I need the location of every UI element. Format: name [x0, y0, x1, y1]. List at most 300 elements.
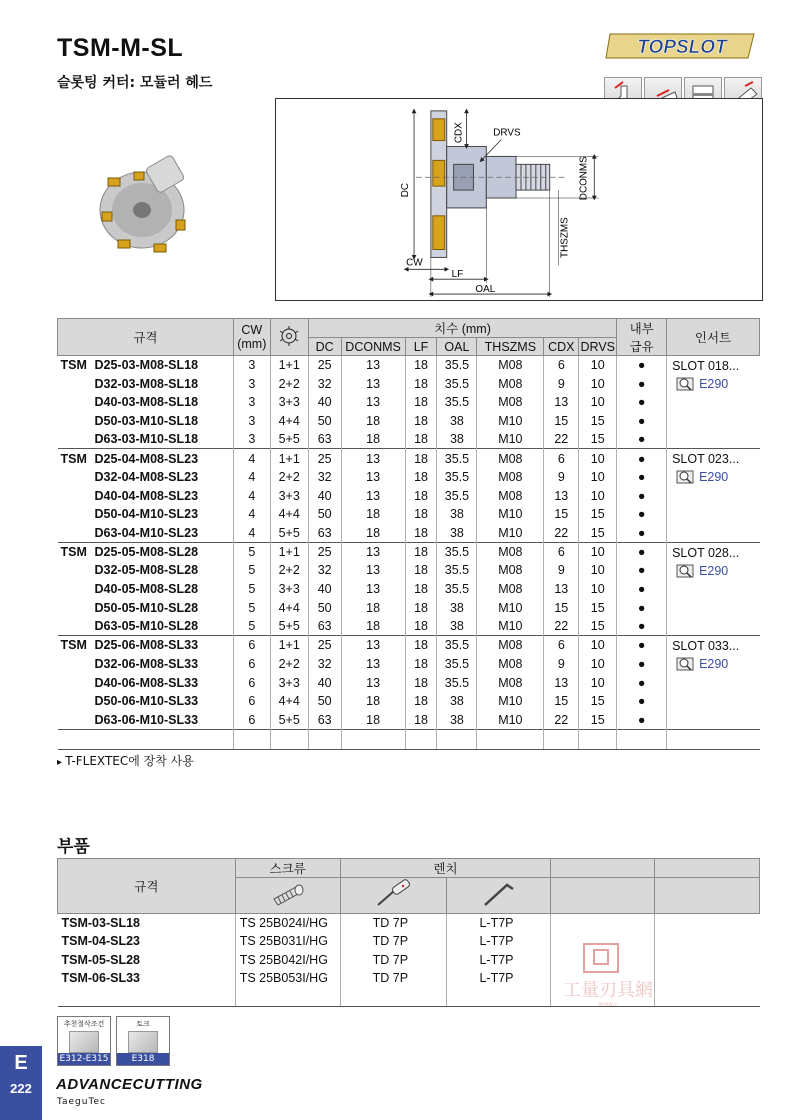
lf-cell: 18 [405, 561, 437, 580]
drvs-cell: 15 [579, 524, 617, 543]
dim-col-header: DRVS [580, 339, 616, 354]
oal-cell: 35.5 [437, 636, 477, 655]
oal-cell: 38 [437, 617, 477, 636]
dim-col-header: CDX [544, 338, 579, 356]
spec-cell: D63-05-M10-SL28 [58, 617, 234, 636]
oal-cell: 35.5 [437, 468, 477, 487]
cool-cell: ● [617, 598, 667, 617]
cw-cell: 3 [233, 393, 270, 412]
insert-cell: SLOT 028... E290 [667, 542, 760, 635]
cw-cell: 4 [233, 468, 270, 487]
dc-cell: 40 [308, 486, 341, 505]
cdx-cell: 13 [544, 673, 579, 692]
z-cell: 3+3 [270, 673, 308, 692]
spec-cell: TSM D25-03-M08-SL18 [58, 356, 234, 375]
table-row [58, 692, 760, 711]
cdx-cell: 15 [544, 692, 579, 711]
watermark-logo [540, 940, 680, 1010]
oal-cell: 38 [437, 505, 477, 524]
cw-cell: 3 [233, 356, 270, 375]
cw-cell: 5 [233, 617, 270, 636]
table-row [58, 374, 760, 393]
cw-cell: 5 [233, 561, 270, 580]
lf-cell: 18 [405, 449, 437, 468]
table-row [58, 580, 760, 599]
drvs-cell: 15 [579, 711, 617, 730]
oal-cell: 35.5 [437, 486, 477, 505]
spec-cell: D40-05-M08-SL28 [58, 580, 234, 599]
lf-cell: 18 [405, 655, 437, 674]
dc-cell: 40 [308, 673, 341, 692]
cool-cell: ● [617, 412, 667, 431]
oal-cell: 35.5 [437, 356, 477, 375]
dim-col-header: OAL [437, 338, 477, 356]
cool-cell: ● [617, 505, 667, 524]
spec-cell: TSM D25-04-M08-SL23 [58, 449, 234, 468]
table-row [58, 636, 760, 655]
lf-cell: 18 [405, 412, 437, 431]
table-row [58, 598, 760, 617]
lf-cell: 18 [405, 542, 437, 561]
oal-cell: 38 [437, 412, 477, 431]
cool-cell: ● [617, 692, 667, 711]
mounting-note: ▸ T-FLEXTEC에 장착 사용 [57, 752, 194, 769]
l-key-icon [447, 878, 551, 914]
lf-cell: 18 [405, 374, 437, 393]
drvs-cell: 10 [579, 449, 617, 468]
screw-cell: TS 25B024I/HG [235, 914, 340, 933]
drvs-cell: 10 [579, 393, 617, 412]
dc-cell: 50 [308, 692, 341, 711]
dc-cell: 40 [308, 393, 341, 412]
cool-cell: ● [617, 393, 667, 412]
t-driver-icon [340, 878, 447, 914]
dc-cell: 63 [308, 711, 341, 730]
insert-ref-link[interactable]: E290 [676, 656, 759, 672]
cool-cell: ● [617, 673, 667, 692]
oal-cell: 38 [437, 692, 477, 711]
z-cell: 4+4 [270, 505, 308, 524]
cool-cell: ● [617, 524, 667, 543]
dims-header: 치수 (mm) [308, 319, 617, 338]
table-row [58, 486, 760, 505]
torque-badge[interactable]: 토크 E318 [116, 1016, 170, 1066]
table-row [58, 430, 760, 449]
cutting-conditions-badge[interactable]: 추천절삭조건 E312-E315 [57, 1016, 111, 1066]
z-cell: 5+5 [270, 711, 308, 730]
thszms-cell: M10 [477, 524, 544, 543]
cool-cell: ● [617, 449, 667, 468]
spec-cell: D32-03-M08-SL18 [58, 374, 234, 393]
drvs-cell: 15 [579, 412, 617, 431]
spec-header: 규격 [58, 319, 234, 356]
cw-cell: 5 [233, 580, 270, 599]
z-cell: 2+2 [270, 561, 308, 580]
table-row [58, 524, 760, 543]
thszms-cell: M10 [477, 692, 544, 711]
w1-cell: TD 7P [340, 932, 447, 951]
drvs-cell: 10 [579, 468, 617, 487]
z-cell: 3+3 [270, 393, 308, 412]
dc-cell: 50 [308, 412, 341, 431]
logo-text: TOPSLOT [637, 37, 727, 58]
lf-cell: 18 [405, 505, 437, 524]
thszms-cell: M08 [477, 636, 544, 655]
drvs-cell: 15 [579, 692, 617, 711]
lf-cell: 18 [405, 692, 437, 711]
cool-cell: ● [617, 430, 667, 449]
lf-cell: 18 [405, 524, 437, 543]
cool-cell: ● [617, 655, 667, 674]
drvs-cell: 15 [579, 617, 617, 636]
spec-cell: D32-06-M08-SL33 [58, 655, 234, 674]
drvs-cell: 15 [579, 598, 617, 617]
w2-cell: L-T7P [447, 969, 551, 988]
cool-cell: ● [617, 374, 667, 393]
dc-cell: 32 [308, 655, 341, 674]
z-cell: 3+3 [270, 486, 308, 505]
thszms-cell: M08 [477, 449, 544, 468]
cool-cell: ● [617, 542, 667, 561]
thszms-cell: M08 [477, 580, 544, 599]
z-cell: 4+4 [270, 598, 308, 617]
cdx-cell: 9 [544, 561, 579, 580]
cw-cell: 4 [233, 524, 270, 543]
dconms-cell: 18 [341, 617, 405, 636]
cw-cell: 4 [233, 505, 270, 524]
z-cell: 4+4 [270, 692, 308, 711]
cdx-cell: 9 [544, 468, 579, 487]
cw-cell: 4 [233, 486, 270, 505]
magnifier-book-icon [676, 656, 696, 672]
w2-cell: L-T7P [447, 914, 551, 933]
z-cell: 2+2 [270, 655, 308, 674]
oal-cell: 35.5 [437, 449, 477, 468]
cool-cell: ● [617, 711, 667, 730]
spec-cell: TSM-06-SL33 [58, 969, 236, 988]
thszms-cell: M10 [477, 711, 544, 730]
dconms-cell: 13 [341, 561, 405, 580]
dc-cell: 32 [308, 561, 341, 580]
dconms-cell: 13 [341, 468, 405, 487]
lf-label: LF [451, 269, 464, 281]
cdx-cell: 22 [544, 524, 579, 543]
dconms-cell: 13 [341, 374, 405, 393]
z-cell: 2+2 [270, 374, 308, 393]
cdx-cell: 13 [544, 486, 579, 505]
table-row [58, 393, 760, 412]
empty-row [58, 729, 760, 749]
oal-cell: 38 [437, 430, 477, 449]
page-title: TSM-M-SL [57, 34, 184, 62]
spec-cell: D40-04-M08-SL23 [58, 486, 234, 505]
lf-cell: 18 [405, 598, 437, 617]
spec-cell: D63-04-M10-SL23 [58, 524, 234, 543]
spec-cell: TSM D25-06-M08-SL33 [58, 636, 234, 655]
oal-cell: 35.5 [437, 561, 477, 580]
dc-cell: 25 [308, 636, 341, 655]
book-icon [69, 1031, 99, 1053]
drvs-cell: 10 [579, 561, 617, 580]
thszms-cell: M08 [477, 673, 544, 692]
z-cell: 5+5 [270, 524, 308, 543]
spec-cell: D40-06-M08-SL33 [58, 673, 234, 692]
thszms-label: THSZMS [559, 217, 571, 258]
dconms-cell: 13 [341, 486, 405, 505]
dimension-diagram [275, 98, 763, 301]
lf-cell: 18 [405, 486, 437, 505]
drvs-cell: 10 [579, 636, 617, 655]
page-number: 222 [10, 1081, 32, 1096]
thszms-cell: M10 [477, 598, 544, 617]
dconms-cell: 13 [341, 673, 405, 692]
lf-cell: 18 [405, 636, 437, 655]
spec-cell: TSM-03-SL18 [58, 914, 236, 933]
lf-cell: 18 [405, 468, 437, 487]
drvs-cell: 10 [579, 673, 617, 692]
lf-cell: 18 [405, 711, 437, 730]
oal-cell: 38 [437, 598, 477, 617]
z-cell: 1+1 [270, 542, 308, 561]
screw-cell: TS 25B053I/HG [235, 969, 340, 988]
parts-spec-header: 규격 [58, 859, 236, 914]
dconms-cell: 18 [341, 430, 405, 449]
cw-cell: 4 [233, 449, 270, 468]
dim-col-header: DCONMS [341, 338, 405, 356]
cdx-cell: 6 [544, 449, 579, 468]
z-cell: 1+1 [270, 356, 308, 375]
table-row [58, 711, 760, 730]
dconms-cell: 13 [341, 655, 405, 674]
cw-cell: 6 [233, 636, 270, 655]
drvs-cell: 10 [579, 542, 617, 561]
spec-cell: D40-03-M08-SL18 [58, 393, 234, 412]
insert-cell: SLOT 023... E290 [667, 449, 760, 542]
spec-cell: D63-03-M10-SL18 [58, 430, 234, 449]
brand-sub: TaeguTec [57, 1097, 106, 1107]
dc-cell: 50 [308, 598, 341, 617]
cw-label: CW [406, 257, 423, 269]
cw-cell: 6 [233, 655, 270, 674]
torque-icon [128, 1031, 158, 1053]
z-cell: 4+4 [270, 412, 308, 431]
dconms-cell: 18 [341, 412, 405, 431]
dconms-cell: 13 [341, 393, 405, 412]
w1-cell: TD 7P [340, 969, 447, 988]
spec-cell: D32-04-M08-SL23 [58, 468, 234, 487]
cdx-cell: 13 [544, 393, 579, 412]
thszms-cell: M08 [477, 542, 544, 561]
drvs-cell: 15 [579, 430, 617, 449]
z-cell: 2+2 [270, 468, 308, 487]
magnifier-book-icon [676, 469, 696, 485]
dim-col-header: LF [405, 338, 437, 356]
cdx-cell: 15 [544, 505, 579, 524]
cdx-cell: 15 [544, 412, 579, 431]
dc-cell: 25 [308, 542, 341, 561]
spec-cell: D50-03-M10-SL18 [58, 412, 234, 431]
blank-cell [655, 914, 760, 933]
dc-label: DC [400, 182, 412, 198]
dc-cell: 32 [308, 374, 341, 393]
cw-cell: 6 [233, 673, 270, 692]
table-row [58, 412, 760, 431]
lf-cell: 18 [405, 356, 437, 375]
thszms-cell: M08 [477, 486, 544, 505]
drvs-cell: 10 [579, 486, 617, 505]
z-cell: 3+3 [270, 580, 308, 599]
lf-cell: 18 [405, 617, 437, 636]
thszms-cell: M08 [477, 655, 544, 674]
w2-cell: L-T7P [447, 932, 551, 951]
oal-label: OAL [475, 284, 496, 296]
thszms-cell: M10 [477, 505, 544, 524]
table-row [58, 673, 760, 692]
coolant-header: 내부 급유 [617, 319, 667, 356]
dc-cell: 25 [308, 449, 341, 468]
dconms-cell: 18 [341, 524, 405, 543]
dc-cell: 25 [308, 356, 341, 375]
teeth-icon [270, 319, 308, 356]
lf-cell: 18 [405, 430, 437, 449]
cutter-photo [90, 140, 210, 260]
z-cell: 1+1 [270, 636, 308, 655]
page-subtitle: 슬롯팅 커터: 모듈러 헤드 [57, 75, 213, 91]
dc-cell: 63 [308, 524, 341, 543]
dconms-cell: 18 [341, 711, 405, 730]
insert-header: 인서트 [667, 319, 760, 356]
screw-icon [235, 878, 340, 914]
cdx-cell: 6 [544, 356, 579, 375]
cdx-label: CDX [453, 122, 465, 144]
cw-cell: 3 [233, 412, 270, 431]
table-row [58, 542, 760, 561]
section-tab [0, 1046, 42, 1120]
cw-cell: 6 [233, 692, 270, 711]
oal-cell: 35.5 [437, 655, 477, 674]
dc-cell: 63 [308, 617, 341, 636]
dim-col-header: THSZMS [477, 338, 544, 356]
parts-title: 부품 [57, 837, 90, 857]
dconms-cell: 18 [341, 505, 405, 524]
wrench-header: 렌치 [340, 859, 551, 878]
dc-cell: 63 [308, 430, 341, 449]
insert-cell: SLOT 018... E290 [667, 356, 760, 449]
dconms-cell: 18 [341, 692, 405, 711]
table-row [58, 655, 760, 674]
oal-cell: 38 [437, 524, 477, 543]
cdx-cell: 22 [544, 430, 579, 449]
spec-cell: D63-06-M10-SL33 [58, 711, 234, 730]
cdx-cell: 9 [544, 655, 579, 674]
thszms-cell: M08 [477, 374, 544, 393]
cw-cell: 3 [233, 430, 270, 449]
cdx-cell: 6 [544, 636, 579, 655]
spec-cell: TSM-04-SL23 [58, 932, 236, 951]
svg-text:工量刃具網: 工量刃具網 [563, 980, 653, 1001]
dconms-cell: 13 [341, 449, 405, 468]
spec-table [57, 318, 760, 750]
table-row [58, 468, 760, 487]
oal-cell: 35.5 [437, 580, 477, 599]
spec-cell: D50-06-M10-SL33 [58, 692, 234, 711]
insert-cell: SLOT 033... E290 [667, 636, 760, 729]
drvs-cell: 10 [579, 655, 617, 674]
spec-cell: D50-05-M10-SL28 [58, 598, 234, 617]
cool-cell: ● [617, 580, 667, 599]
insert-ref-link[interactable]: E290 [676, 469, 759, 485]
drvs-label: DRVS [493, 127, 521, 139]
cool-cell: ● [617, 617, 667, 636]
oal-cell: 35.5 [437, 374, 477, 393]
thszms-cell: M08 [477, 561, 544, 580]
spec-cell: D50-04-M10-SL23 [58, 505, 234, 524]
dconms-cell: 13 [341, 636, 405, 655]
blank-cell [551, 914, 655, 933]
spec-cell: D32-05-M08-SL28 [58, 561, 234, 580]
drvs-cell: 10 [579, 356, 617, 375]
thszms-cell: M10 [477, 412, 544, 431]
w1-cell: TD 7P [340, 914, 447, 933]
oal-cell: 38 [437, 711, 477, 730]
dconms-cell: 13 [341, 580, 405, 599]
magnifier-book-icon [676, 376, 696, 392]
z-cell: 1+1 [270, 449, 308, 468]
drvs-cell: 10 [579, 580, 617, 599]
cw-cell: 5 [233, 598, 270, 617]
svg-text:www.c: www.c [598, 1001, 618, 1008]
z-cell: 5+5 [270, 617, 308, 636]
lf-cell: 18 [405, 580, 437, 599]
lf-cell: 18 [405, 393, 437, 412]
dconms-label: DCONMS [578, 156, 590, 201]
magnifier-book-icon [676, 563, 696, 579]
table-row [58, 356, 760, 375]
cdx-cell: 15 [544, 598, 579, 617]
spec-cell: TSM-05-SL28 [58, 951, 236, 970]
topslot-logo [604, 30, 764, 62]
cdx-cell: 6 [544, 542, 579, 561]
cool-cell: ● [617, 561, 667, 580]
cdx-cell: 22 [544, 711, 579, 730]
thszms-cell: M08 [477, 468, 544, 487]
screw-header: 스크류 [235, 859, 340, 878]
screw-cell: TS 25B042I/HG [235, 951, 340, 970]
w1-cell: TD 7P [340, 951, 447, 970]
cool-cell: ● [617, 486, 667, 505]
oal-cell: 35.5 [437, 673, 477, 692]
insert-ref-link[interactable]: E290 [676, 563, 759, 579]
thszms-cell: M08 [477, 393, 544, 412]
dc-cell: 50 [308, 505, 341, 524]
cw-header: CW (mm) [233, 319, 270, 356]
w2-cell: L-T7P [447, 951, 551, 970]
cool-cell: ● [617, 356, 667, 375]
table-row [58, 449, 760, 468]
cool-cell: ● [617, 468, 667, 487]
dconms-cell: 18 [341, 598, 405, 617]
cw-cell: 5 [233, 542, 270, 561]
insert-ref-link[interactable]: E290 [676, 376, 759, 392]
spec-cell: TSM D25-05-M08-SL28 [58, 542, 234, 561]
dconms-cell: 13 [341, 356, 405, 375]
cdx-cell: 22 [544, 617, 579, 636]
brand-logo: ADVANCECUTTING [56, 1076, 203, 1093]
cdx-cell: 9 [544, 374, 579, 393]
screw-cell: TS 25B031I/HG [235, 932, 340, 951]
cw-cell: 6 [233, 711, 270, 730]
dc-cell: 40 [308, 580, 341, 599]
